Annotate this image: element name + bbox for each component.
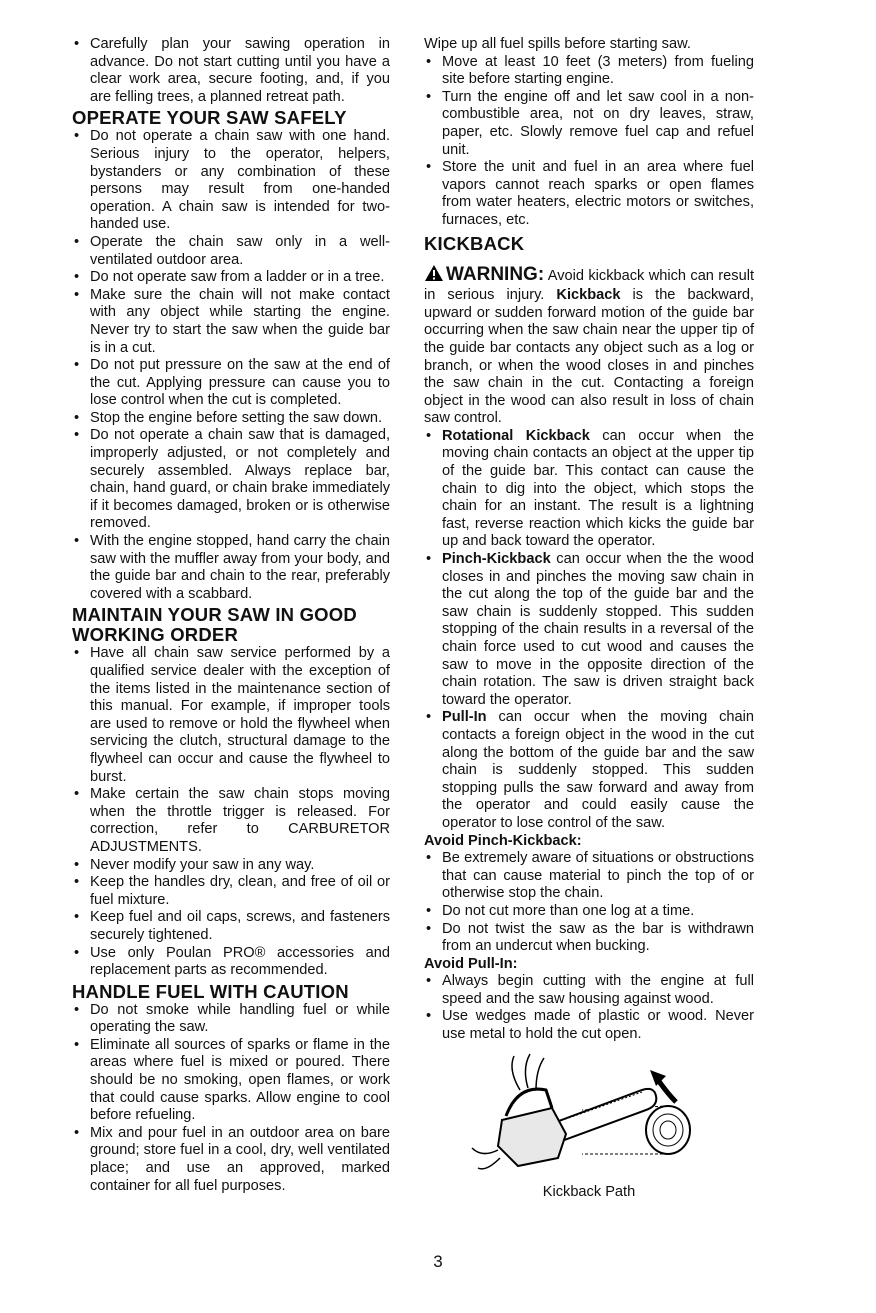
heading-line: MAINTAIN YOUR SAW IN GOOD xyxy=(72,604,357,626)
term: Rotational Kickback xyxy=(442,427,590,444)
kickback-types-list xyxy=(424,428,754,833)
operate-list xyxy=(72,128,390,603)
warning-text: is the backward, upward or sudden forward motion of the guide bar occurring when the saw chain near the upper tip of the guide bar contacts any object such as a log or branch, or when the wood closes in and pinches the saw chain in the cut. Contacting a foreign object in the wood can also result in loss of chain saw control. xyxy=(424,287,754,427)
warning-triangle-icon xyxy=(424,264,444,288)
list-item: • Do not operate a chain saw with one hand. Serious injury to the operator, helpers, bystanders or any combination of these persons may result from one-handed operation. A chain saw is intended for two-handed use. xyxy=(72,128,390,234)
log-ring xyxy=(660,1121,676,1139)
kickback-path-figure xyxy=(424,1050,754,1200)
warning-label: WARNING: xyxy=(446,263,545,285)
warning-bold-term: Kickback xyxy=(556,287,621,304)
section-heading-operate: OPERATE YOUR SAW SAFELY xyxy=(72,107,347,129)
list-item: • Turn the engine off and let saw cool in a non-combustible area, not on dry leaves, straw, paper, etc. Slowly remove fuel cap and refuel unit. xyxy=(424,89,754,159)
list-item: • Stop the engine before setting the saw down. xyxy=(72,410,390,428)
continued-text: Wipe up all fuel spills before starting saw. xyxy=(424,36,691,52)
avoid-pinch-list xyxy=(424,850,754,956)
section-heading-fuel: HANDLE FUEL WITH CAUTION xyxy=(72,980,349,1002)
page-number: 3 xyxy=(433,1252,443,1271)
right-column xyxy=(424,36,754,1200)
list-item: • Operate the chain saw only in a well-ventilated outdoor area. xyxy=(72,234,390,269)
subheading-avoid-pinch: Avoid Pinch-Kickback: xyxy=(424,832,582,849)
list-item xyxy=(424,709,754,832)
list-item: • Use only Poulan PRO® accessories and replacement parts as recommended. xyxy=(72,945,390,980)
curved-arrow-icon xyxy=(658,1080,676,1102)
heading-line: WORKING ORDER xyxy=(72,624,239,646)
list-item: • Store the unit and fuel in an area where fuel vapors cannot reach sparks or open flames from water heaters, electric motors or switches, furnaces, etc. xyxy=(424,159,754,229)
term: Pull-In xyxy=(442,709,487,726)
list-item: • Do not operate saw from a ladder or in a tree. xyxy=(72,269,390,287)
list-item: • Have all chain saw service performed by a qualified service dealer with the exception of the items listed in the maintenance section of this manual. For example, if improper tools are used to remove or hold the flywheel when servicing the clutch, structural damage to the flywheel can occur and cause the flywheel to burst. xyxy=(72,645,390,786)
list-item xyxy=(424,551,754,709)
list-item: • Use wedges made of plastic or wood. Never use metal to hold the cut open. xyxy=(424,1008,754,1043)
fuel-list xyxy=(72,1002,390,1196)
section-heading-kickback: KICKBACK xyxy=(424,232,525,254)
list-item: • Never modify your saw in any way. xyxy=(72,857,390,875)
section-heading-maintain xyxy=(72,605,390,645)
list-item: • Do not put pressure on the saw at the end of the cut. Applying pressure can cause you to lose control when the cut is completed. xyxy=(72,357,390,410)
list-item: • Make certain the saw chain stops moving when the throttle trigger is released. For correction, refer to CARBURETOR ADJUSTMENTS. xyxy=(72,786,390,856)
term-description: can occur when the moving chain contacts an object at the upper tip of the guide bar. This contact can cause the chain to dig into the object, which stops the chain for an instant. The result is a lightning fast, reverse reaction which kicks the guide bar up and back toward the operator. xyxy=(442,427,754,550)
subheading-avoid-pull: Avoid Pull-In: xyxy=(424,955,518,972)
list-item: • Mix and pour fuel in an outdoor area on bare ground; store fuel in a cool, dry, well ventilated place; and use an approved, marked container for all fuel purposes. xyxy=(72,1125,390,1195)
list-item: • Move at least 10 feet (3 meters) from fueling site before starting engine. xyxy=(424,54,754,89)
term: Pinch-Kickback xyxy=(442,551,551,568)
list-item: • With the engine stopped, hand carry the chain saw with the muffler away from your body, and the guide bar and chain to the rear, preferably covered with a scabbard. xyxy=(72,533,390,603)
chainsaw-illustration xyxy=(462,1050,722,1182)
list-item: • Do not operate a chain saw that is damaged, improperly adjusted, or not completely and securely assembled. Always replace bar, chain, hand guard, or chain brake immediately if it becomes damaged, broken or is otherwise removed. xyxy=(72,427,390,533)
intro-list xyxy=(72,36,390,106)
warning-text: Avoid kickback which can result in serious injury. xyxy=(424,267,754,304)
list-item: • Be extremely aware of situations or obstructions that can cause material to pinch the top of or otherwise stop the chain. xyxy=(424,850,754,903)
list-item: • Carefully plan your sawing operation in advance. Do not start cutting until you have a clear work area, secure footing, and, if you are felling trees, a planned retreat path. xyxy=(72,36,390,106)
list-item xyxy=(424,428,754,551)
hand xyxy=(472,1148,500,1169)
list-item: • Make sure the chain will not make contact with any object while starting the engine. Never try to start the saw when the guide bar is in a cut. xyxy=(72,287,390,357)
list-item: • Do not twist the saw as the bar is withdrawn from an undercut when bucking. xyxy=(424,921,754,956)
hand xyxy=(512,1054,544,1090)
list-item: • Always begin cutting with the engine at full speed and the saw housing against wood. xyxy=(424,973,754,1008)
list-item: • Do not cut more than one log at a time. xyxy=(424,903,754,921)
maintain-list xyxy=(72,645,390,979)
list-item: • Keep the handles dry, clean, and free of oil or fuel mixture. xyxy=(72,874,390,909)
saw-body xyxy=(498,1108,566,1166)
figure-caption: Kickback Path xyxy=(542,1183,636,1200)
term-description: can occur when the the wood closes in and pinches the moving saw chain in the cut along the top of the guide bar and the saw chain is suddenly stopped. This sudden stopping of the chain results in a reversal of the chain force used to cut wood and causes the saw to move in the opposite direction of the chain rotation. The saw is driven straight back toward the operator. xyxy=(442,551,754,708)
list-item: • Eliminate all sources of sparks or flame in the areas where fuel is mixed or poured. There should be no smoking, open flames, or work that could cause sparks. Allow engine to cool before refueling. xyxy=(72,1037,390,1125)
list-item: • Keep fuel and oil caps, screws, and fasteners securely tightened. xyxy=(72,909,390,944)
log-ring xyxy=(653,1114,683,1146)
left-column xyxy=(72,36,390,1195)
avoid-pull-list xyxy=(424,973,754,1043)
warning-paragraph xyxy=(424,264,754,428)
list-item: • Do not smoke while handling fuel or while operating the saw. xyxy=(72,1002,390,1037)
fuel-list-continued xyxy=(424,54,754,230)
term-description: can occur when the moving chain contacts a foreign object in the wood in the cut along the bottom of the guide bar and the saw chain is suddenly stopped. This sudden stopping pulls the saw forward and away from the operator and could easily cause the operator to lose control of the saw. xyxy=(442,709,754,831)
